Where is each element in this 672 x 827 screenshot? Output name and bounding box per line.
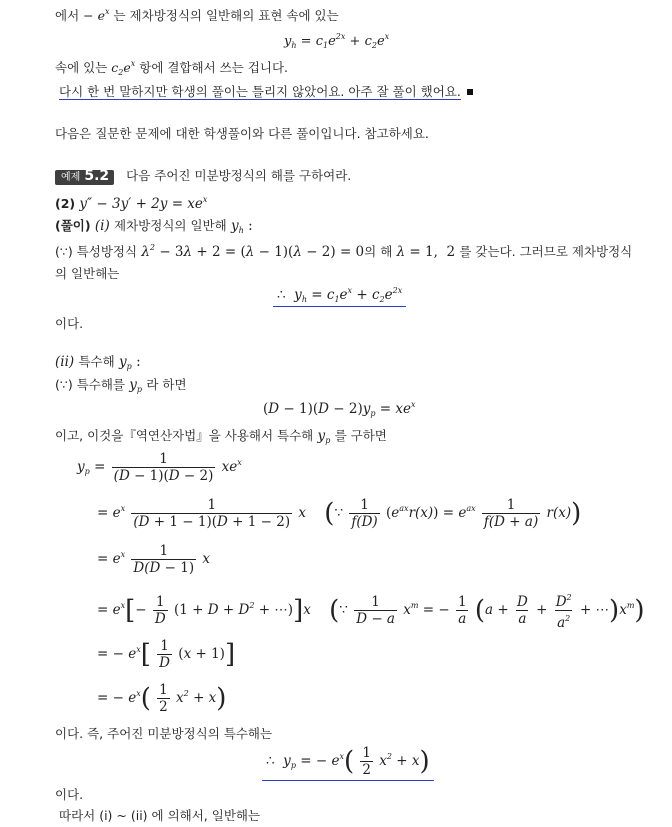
derivation-step-5: = − $e^x$[ $\frac{1}{D}$ (x + 1)] [97, 638, 236, 671]
result-yp: ∴ $y_p$ = − $e^x$( $\frac{1}{2}$ $x^2 + x$) [262, 745, 434, 781]
derivation-step-2: = $e^x$ $\frac{1}{(D + 1 - 1)(D + 1 - 2)}$ x (∵ $\frac{1}{f(D)}$ $(e^{ax}r(x)) = e^{ax}$ $\frac{1}{f(D + a)}$ r(x)) [97, 497, 582, 530]
inverse-line: 이고, 이것을『역연산자법』을 사용해서 특수해 $y_p$ 를 구하면 [55, 428, 387, 445]
ida-2: 이다. 즉, 주어진 미분방정식의 특수해는 [55, 726, 273, 741]
text-line-1: 에서 − $e^x$ 는 제차방정식의 일반해의 표현 속에 있는 [55, 7, 339, 23]
text-segment: 이고, 이것을『역연산자법』을 사용해서 특수해 [55, 428, 314, 443]
text-segment: 속에 있는 [55, 60, 108, 75]
derivation-step-4: = $e^x[-$ $\frac{1}{D}$ ($1 + D + D^2$ + ⋯)]x (∵ $\frac{1}{D - a}$ $x^m$ = − $\frac{1}{a}$ (a + $\frac{D}{a}$ + $\frac{D^2}{a^2}$ + $\cdots)x^m$) [97, 593, 645, 631]
derivation-step-3: = $e^x$ $\frac{1}{D(D - 1)}$ x [97, 543, 210, 576]
example-heading [55, 166, 351, 184]
example-badge: 예제 5.2 [55, 170, 114, 185]
ida-1: 이다. [55, 316, 84, 331]
note-line [59, 82, 473, 100]
characteristic-line-2: 의 일반해는 [55, 266, 120, 281]
result-yh: ∴ $y_h = c_1e^x + c_2e^{2x}$ [273, 286, 406, 307]
text-segment: 를 구하면 [334, 428, 387, 443]
text-segment: 의 해 [364, 244, 393, 259]
text-segment: 제차방정식의 일반해 [114, 218, 227, 233]
particular-heading: (ii) 특수해 $y_p$ : [55, 354, 141, 371]
text-line-3: 속에 있는 $c_2e^x$ 항에 결합해서 쓰는 겁니다. [55, 59, 289, 77]
text-segment: 를 갖는다. 그러므로 제차방정식 [459, 244, 633, 259]
end-square-icon [467, 89, 473, 95]
text-segment: (∵) 특성방정식 [55, 244, 138, 259]
problem-2: (2) $y'' - 3y' + 2y = xe^x$ [55, 195, 208, 212]
characteristic-line: (∵) 특성방정식 $\lambda^2 - 3\lambda + 2 = (\lambda - 1)(\lambda - 2) = 0$의 해 λ = 1, 2 를 갖는다. 그러므로 제차방정식 [55, 243, 633, 260]
final-line: 따라서 (i) ~ (ii) 에 의해서, 일반해는 [59, 808, 261, 823]
reference-line: 다음은 질문한 문제에 대한 학생풀이와 다른 풀이입니다. 참고하세요. [55, 126, 429, 141]
operator-equation: $(D - 1)(D - 2)y_p = xe^x$ [263, 400, 416, 418]
text-segment: 에서 [55, 8, 80, 23]
ida-3: 이다. [55, 787, 84, 802]
solution-label: (풀이) [55, 218, 91, 233]
text-segment: 특수해 [78, 354, 115, 369]
problem-label: (2) [55, 196, 76, 211]
particular-because: (∵) 특수해를 $y_p$ 라 하면 [55, 377, 187, 394]
text-segment: (∵) 특수해를 [55, 377, 125, 392]
solution-i: (풀이) (i) 제차방정식의 일반해 $y_h$ : [55, 218, 253, 235]
text-segment: 라 하면 [146, 377, 187, 392]
derivation-step-6: = − $e^x$( $\frac{1}{2}$ $x^2 + x$) [97, 682, 227, 715]
derivation-step-1: $y_p$ = $\frac{1}{(D - 1)(D - 2)}$ $xe^x$ [77, 451, 242, 484]
text-segment: 항에 결합해서 쓰는 겁니다. [139, 60, 289, 75]
text-segment: 는 제차방정식의 일반해의 표현 속에 있는 [113, 8, 339, 23]
equation-yh: $y_h = c_1e^{2x} + c_2e^x$ [284, 32, 390, 50]
example-text: 다음 주어진 미분방정식의 해를 구하여라. [126, 168, 352, 183]
note-text: 다시 한 번 말하지만 학생의 풀이는 틀리지 않았어요. 아주 잘 풀이 했어요. [59, 84, 461, 99]
